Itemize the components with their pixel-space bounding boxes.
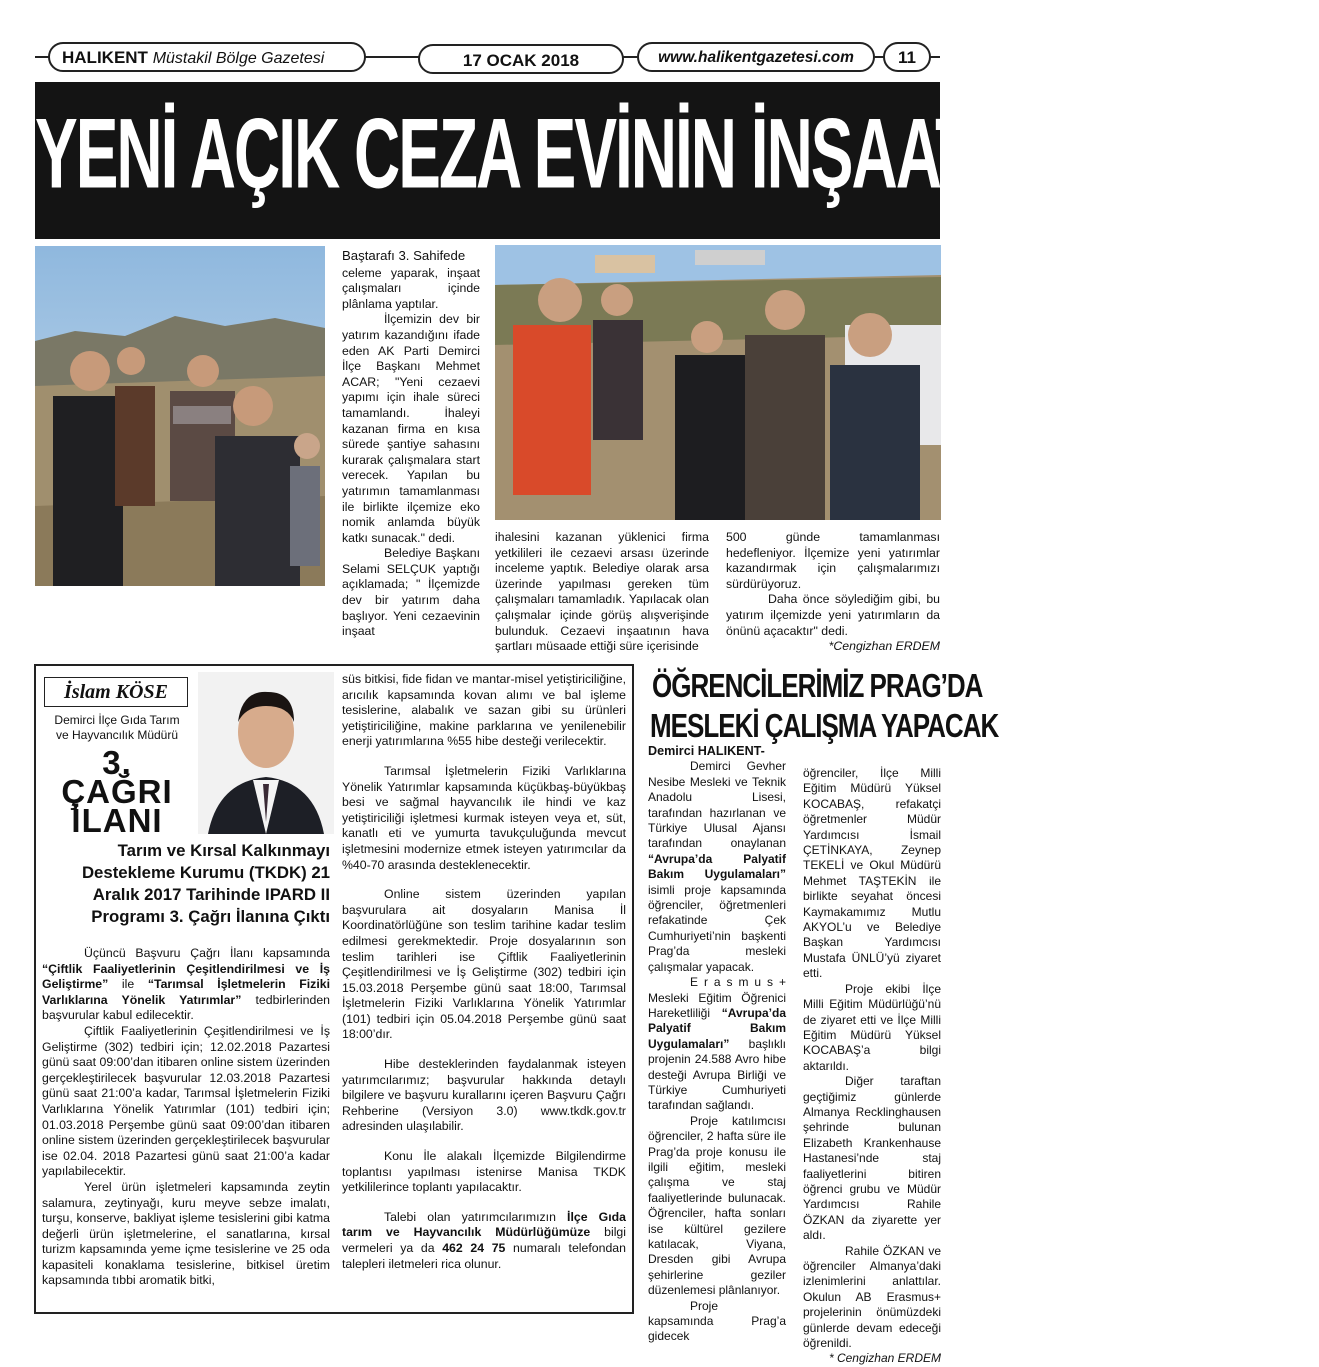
prag-article-paragraph: Proje kapsamında Prag’a gidecek <box>648 1298 786 1344</box>
headline-banner <box>35 82 1319 239</box>
call-kicker <box>40 744 194 839</box>
column-article-paragraph: Yerel ürün işletmeleri kapsamında zeytin salamura, zeytinyağı, kuru meyve sebze imalatı, turşu, konserve, bakliyat işleme tesislerini gibi katma değerli ürün işletmelerine, el sanatlarına, kırsal turizm kapsamında yeme içme tesislerine ve 25 oda kapasiteli konaklama tesislerine, bitkisel üretim kapsamında tıbbi aromatik bitki, <box>42 1179 330 1288</box>
prag-article-byline: * Cengizhan ERDEM <box>828 1351 941 1366</box>
main-headline: YENİ AÇIK CEZA EVİNİN İNŞAATI BAŞLIYOR <box>35 97 1319 210</box>
masthead-date-box <box>418 44 624 74</box>
prag-headline <box>646 664 999 745</box>
column-article-paragraph: süs bitkisi, fide fidan ve mantar-misel yetiştiriciliğine, arıcılık kapsamında kovan alımı ve bal işleme tesislerine, alabalık ve sazan gibi su ürünleri yetiştiriciliğine, makine parklarına ve yenilenebilir enerji yatırımlarına %55 hibe desteği verilecektir. <box>342 672 626 749</box>
prag-article-paragraph: Proje katılımcısı öğrenciler, 2 hafta süre ile Prag’da proje konusu ile ilgili eğitim, mesleki çalışma ve staj faaliyetlerinde bulunacak. Öğrenciler, hafta sonları ise kültürel gezilere katılacak, Viyana, Dresden gibi Avrupa şehirlerine geziler düzenlemesi plânlanıyor. <box>648 1113 786 1298</box>
main-article-col2 <box>495 530 709 655</box>
call-kicker-line: 3. <box>102 744 132 781</box>
author-portrait <box>198 672 334 834</box>
prag-article-paragraph: öğrenciler, İlçe Milli Eğitim Müdürü Yüksel KOCABAŞ, refakatçi öğretmenler Müdür Yardımcısı İsmail ÇETİNKAYA, Zeynep TEKELİ ve Okul Müdürü Mehmet TAŞTEKİN ile birlikte seyahat öncesi Kaymakamımız Mutlu AKYOL’u ve Belediye Başkan Yardımcısı Mustafa ÜNLÜ’yü ziyaret etti. <box>803 766 941 981</box>
prag-article-paragraph: E r a s m u s + Mesleki Eğitim Öğrenici Hareketliliği “Avrupa’da Palyatif Bakım Uygulamaları” başlıklı projenin 24.588 Avro hibe desteği Avrupa Birliği ve Türkiye Cumhuriyeti tarafından sağlandı. <box>648 975 786 1113</box>
column-article-title: Tarım ve Kırsal Kalkınmayı Destekleme Kurumu (TKDK) 21 Aralık 2017 Tarihinde IPARD II Programı 3. Çağrı İlanına Çıktı <box>81 841 330 926</box>
prag-dateline: Demirci HALIKENT- <box>648 744 765 758</box>
prag-article-paragraph: Rahile ÖZKAN ve öğrenciler Almanya’daki izlenimlerini anlattılar. Okulun AB Erasmus+ projelerinin önümüzdeki günlerde devam edeceği öğrenildi. <box>803 1243 941 1351</box>
column-article-paragraph: Hibe desteklerinden faydalanmak isteyen yatırımcılarımız; başvurular hakkında detaylı bilgilere ve başvuru kurallarını içeren Başvuru Çağrı Rehberine (Versiyon 3.0) www.tkdk.gov.tr adresinden ulaşılabilir. <box>342 1057 626 1134</box>
masthead-website[interactable]: www.halikentgazetesi.com <box>658 49 854 66</box>
main-article-paragraph: Daha önce söylediğim gibi, bu yatırım ilçemizde yeni yatırımların da önünü açacaktır" dedi. <box>726 592 940 638</box>
column-article-left <box>42 946 330 1289</box>
prag-article-left <box>648 744 786 1345</box>
author-name-box <box>44 677 188 707</box>
masthead-brand-box <box>48 42 366 72</box>
main-article-byline: *Cengizhan ERDEM <box>828 639 940 654</box>
column-article-paragraph: Talebi olan yatırımcılarımızın İlçe Gıda tarım ve Hayvancılık Müdürlüğümüze bilgi vermeleri ya da 462 24 75 numaralı telefondan talepleri iletmeleri rica olunur. <box>342 1209 626 1271</box>
column-article-paragraph: Tarımsal İşletmelerin Fiziki Varlıklarına Yönelik Yatırımlar kapsamında küçükbaş-büyükbaş besi ve sağmal hayvancılık ile hindi ve kaz yetiştiriciliği işletmesi kurmak isteyen veya et, süt, kanatlı eti ve yumurta tavukçuluğunda mevcut işletmesini modernize etmek isteyen yatırımcılar da %40-70 arasında desteklenecektir. <box>342 763 626 872</box>
prag-article-right <box>803 766 941 1367</box>
author-title <box>40 713 194 743</box>
prag-article-paragraph: Demirci Gevher Nesibe Mesleki ve Teknik Anadolu Lisesi, tarafından hazırlanan ve Türkiye Ulusal Ajansı tarafından onaylanan “Avrupa’da Palyatif Bakım Uygulamaları” isimli proje kapsamında öğrenciler, öğretmenleri refakatinde Çek Cumhuriyeti’nin başkenti Prag’da mesleki çalışmalar yapacak. <box>648 759 786 974</box>
main-article-paragraph: ihalesini kazanan yüklenici firma yetkilileri ile cezaevi arsası üzerinde inceleme yaptık. Belediye olarak arsa üzerinde yapılması gereken tüm çalışmaları tamamladık. Yapılacak olan çalışmalar içinde görüş alışverişinde bulunduk. Cezaevi inşaatının hava şartları müsaade ettiği süre içerisinde <box>495 530 709 654</box>
page-number: 11 <box>898 48 916 67</box>
column-article-paragraph: Üçüncü Başvuru Çağrı İlanı kapsamında “Çiftlik Faaliyetlerinin Çeşitlendirilmesi ve İş Geliştirme” ile “Tarımsal İşletmelerin Fiziki Varlıklarına Yönelik Yatırımlar” tedbirlerinden başvurular kabul edilecektir. <box>42 946 330 1023</box>
prag-article-paragraph: Diğer taraftan geçtiğimiz günlerde Almanya Recklinghausen şehrinde bulunan Elizabeth Krankenhause Hastanesi’nde staj faaliyetlerini bitiren öğrenci grubu ve Müdür Yardımcısı Rahile ÖZKAN da ziyarette yer aldı. <box>803 1074 941 1243</box>
photo-officials-at-construction-site <box>495 245 941 520</box>
main-article-paragraph: Belediye Başkanı Selami SELÇUK yaptığı açıklamada; " İlçemizde dev bir yatırım daha başlıyor. Yeni cezaevinin inşaat <box>342 546 480 639</box>
author-title-line: Demirci İlçe Gıda Tarım <box>54 713 180 727</box>
column-article-paragraph: Çiftlik Faaliyetlerinin Çeşitlendirilmesi ve İş Geliştirme (302) tedbiri için; 12.02.2018 Pazartesi günü saat 09:00’dan itibaren online sistem üzerinden gerçekleştirilecek başvurular 12.03.2018 Pazartesi günü saat 21:00’a kadar, Tarımsal İşletmelerin Fiziki Varlıklarına Yönelik Yatırımlar (101) tedbiri için; 01.03.2018 Perşembe günü saat 09:00’dan itibaren online sistem üzerinden gerçekleştirilecek başvurular ise 02.04. 2018 Pazartesi günü saat 21:00’a kadar yapılabilecektir. <box>42 1023 330 1179</box>
prag-headline-line: MESLEKİ ÇALIŞMA YAPACAK <box>650 706 999 745</box>
column-article-paragraph: Konu İle alakalı İlçemizde Bilgilendirme toplantısı yapılması istenirse Manisa TKDK yetkililerince toplantı yapılacaktır. <box>342 1149 626 1195</box>
main-article-paragraph: celeme yaparak, inşaat çalışmaları içinde plânlama yaptılar. <box>342 265 480 311</box>
main-article-col3 <box>726 530 940 655</box>
author-title-line: ve Hayvancılık Müdürü <box>55 728 179 742</box>
masthead-tagline: Müstakil Bölge Gazetesi <box>152 50 325 67</box>
photo-officials-site-visit <box>35 246 325 586</box>
masthead-brand: HALIKENT <box>62 48 148 67</box>
author-name: İslam KÖSE <box>64 681 168 703</box>
prag-article-paragraph: Proje ekibi İlçe Milli Eğitim Müdürlüğü’nü de ziyaret etti ve İlçe Milli Eğitim Müdürü Yüksel KOCABAŞ’a bilgi aktarıldı. <box>803 981 941 1073</box>
continued-from: Baştarafı 3. Sahifede <box>342 248 466 263</box>
column-article-paragraph: Online sistem üzerinden yapılan başvurulara ait dosyaların Manisa İl Koordinatörlüğüne son teslim tarihine kadar teslim edilmesi gerekmektedir. Proje dosyalarının son teslim tarihleri ise Çiftlik Faaliyetlerinin Çeşitlendirilmesi ve İş Geliştirme (302) tedbiri için 15.03.2018 Perşembe günü saat 18:00, Tarımsal İşletmelerin Fiziki Varlıklarına Yönelik Yatırımlar (101) tedbiri için 05.04.2018 Perşembe günü saat 18:00’dır. <box>342 887 626 1042</box>
call-kicker-line: İLANI <box>71 802 163 839</box>
prag-headline-line: ÖĞRENCİLERİMİZ PRAG’DA <box>652 666 983 705</box>
column-article-right <box>342 672 626 1272</box>
main-article-paragraph: 500 günde tamamlanması hedefleniyor. İlçemize yeni yatırımlar kazandırmak için çalışmalarımızı sürdürüyoruz. <box>726 530 940 591</box>
masthead-website-box <box>637 42 875 72</box>
page-number-box <box>883 42 931 72</box>
masthead-date: 17 OCAK 2018 <box>462 51 580 70</box>
call-kicker-line: ÇAĞRI <box>61 773 173 810</box>
main-article-col1 <box>342 248 480 640</box>
main-article-paragraph: İlçemizin dev bir yatırım kazandığını ifade eden AK Parti Demirci İlçe Başkanı Mehmet ACAR; "Yeni cezaevi yapımı için ihale süreci tamamlandı. İhaleyi kazanan firma en kısa sürede şantiye sahasını kurarak çalışmalara start verecek. Yapılan bu yatırımın tamamlanması ile birlikte ilçemize eko nomik anlamda büyük katkı sunacak." dedi. <box>342 312 480 545</box>
